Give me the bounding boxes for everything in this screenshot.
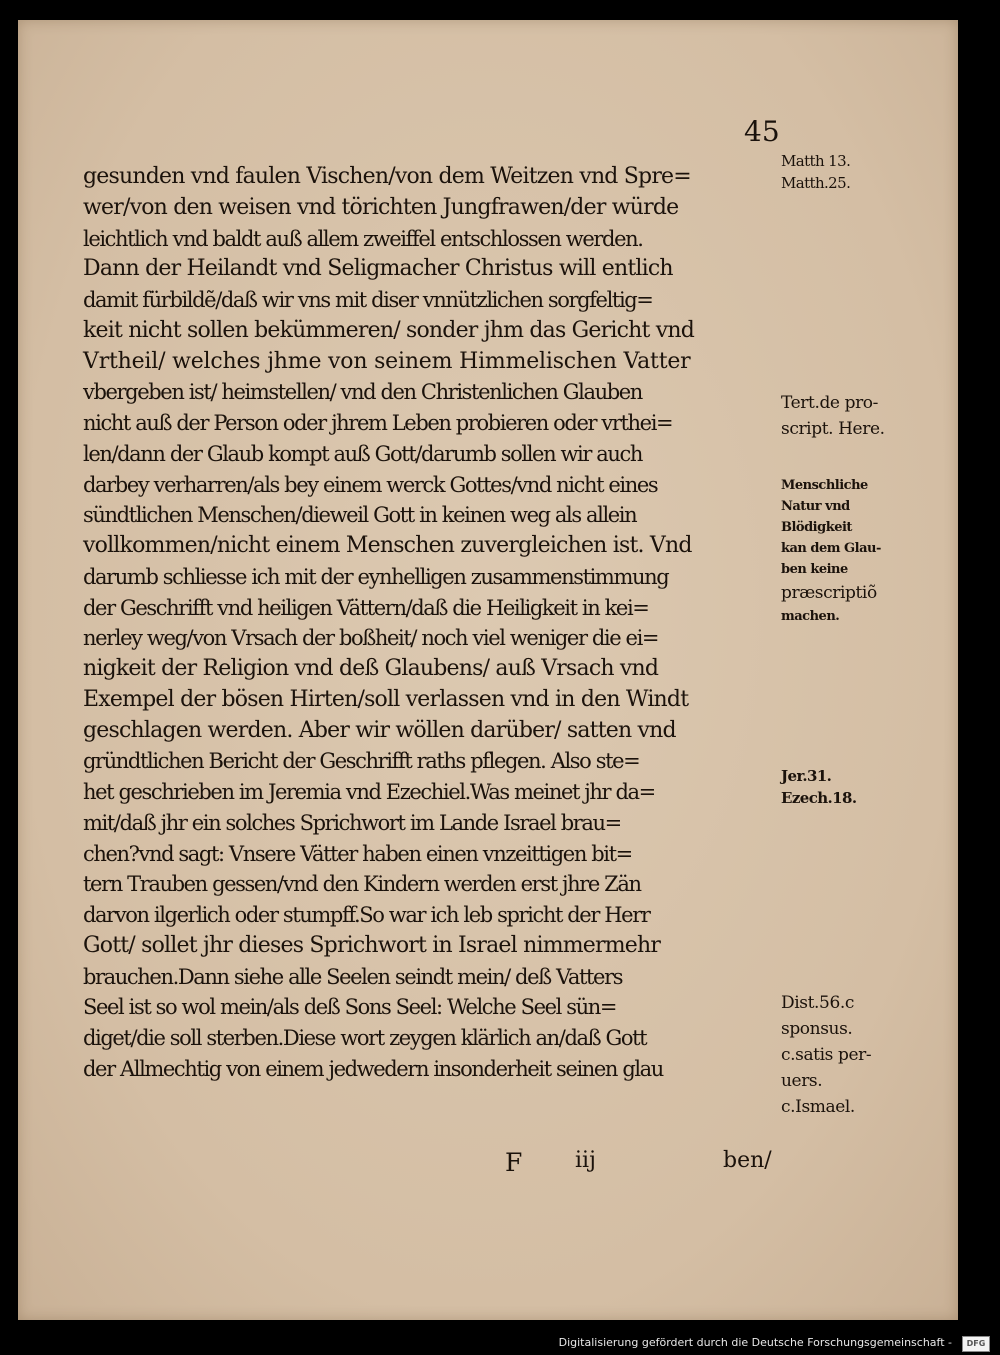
margin-line: c.satis per- bbox=[781, 1045, 872, 1065]
margin-note-jeremia bbox=[781, 765, 856, 809]
main-text-block bbox=[83, 162, 783, 1085]
margin-line: Dist.56.c bbox=[781, 993, 854, 1013]
margin-line: kan dem Glau- bbox=[781, 541, 881, 556]
catchword: ben/ bbox=[723, 1148, 772, 1173]
text-line: mit/daß jhr ein solches Sprichwort im Lande Israel brau= bbox=[83, 810, 621, 835]
text-line: tern Trauben gessen/vnd den Kindern werden erst jhre Zän bbox=[83, 872, 641, 897]
text-line: Exempel der bösen Hirten/soll verlassen vnd in den Windt bbox=[83, 686, 689, 712]
margin-line: Jer.31. bbox=[781, 767, 832, 785]
text-line: gesunden vnd faulen Vischen/von dem Weitzen vnd Spre= bbox=[83, 164, 691, 189]
margin-line: Blödigkeit bbox=[781, 520, 852, 535]
margin-line: machen. bbox=[781, 609, 840, 624]
margin-note-tertullian bbox=[781, 390, 885, 442]
margin-line: Tert.de pro- bbox=[781, 393, 878, 413]
text-line: gründtlichen Bericht der Geschrifft raths pflegen. Also ste= bbox=[83, 749, 640, 774]
text-line: vollkommen/nicht einem Menschen zuvergleichen ist. Vnd bbox=[83, 533, 692, 558]
margin-line: c.Ismael. bbox=[781, 1097, 855, 1117]
text-line: der Allmechtig von einem jedwedern insonderheit seinen glau bbox=[83, 1056, 663, 1081]
signature-number: iij bbox=[575, 1148, 596, 1173]
signature-mark: F bbox=[505, 1148, 523, 1177]
text-line: damit fürbildẽ/daß wir vns mit diser vnnützlichen sorgfeltig= bbox=[83, 288, 653, 312]
text-line: Seel ist so wol mein/als deß Sons Seel: Welche Seel sün= bbox=[83, 995, 617, 1020]
text-line: Vrtheil/ welches jhme von seinem Himmelischen Vatter bbox=[83, 348, 691, 374]
text-line: diget/die soll sterben.Diese wort zeygen klärlich an/daß Gott bbox=[83, 1026, 647, 1050]
text-line: darumb schliesse ich mit der eynhelligen zusammenstimmung bbox=[83, 564, 669, 589]
text-line: brauchen.Dann siehe alle Seelen seindt mein/ deß Vatters bbox=[83, 964, 623, 989]
text-line: chen?vnd sagt: Vnsere Vätter haben einen vnzeittigen bit= bbox=[83, 841, 632, 866]
text-line: darbey verharren/als bey einem werck Gottes/vnd nicht eines bbox=[83, 472, 658, 497]
margin-line: ben keine bbox=[781, 562, 848, 577]
margin-line: Matth 13. bbox=[781, 152, 851, 170]
text-line: darvon ilgerlich oder stumpff.So war ich leb spricht der Herr bbox=[83, 903, 650, 927]
text-line: der Geschrifft vnd heiligen Vättern/daß die Heiligkeit in kei= bbox=[83, 595, 649, 620]
text-line: nigkeit der Religion vnd deß Glaubens/ auß Vrsach vnd bbox=[83, 656, 659, 681]
margin-line: sponsus. bbox=[781, 1019, 853, 1039]
margin-line: uers. bbox=[781, 1071, 823, 1091]
text-line: vbergeben ist/ heimstellen/ vnd den Christenlichen Glauben bbox=[83, 380, 642, 405]
dfg-logo-icon: DFG bbox=[962, 1336, 990, 1352]
margin-line: Matth.25. bbox=[781, 174, 851, 192]
text-line: wer/von den weisen vnd törichten Jungfrawen/der würde bbox=[83, 194, 679, 220]
text-line: keit nicht sollen bekümmeren/ sonder jhm das Gericht vnd bbox=[83, 317, 694, 343]
margin-line: Ezech.18. bbox=[781, 789, 857, 807]
text-line: sündtlichen Menschen/dieweil Gott in keinen weg als allein bbox=[83, 503, 637, 528]
text-line: nerley weg/von Vrsach der boßheit/ noch viel weniger die ei= bbox=[83, 626, 659, 651]
digitization-credit: Digitalisierung gefördert durch die Deutsche Forschungsgemeinschaft - bbox=[558, 1336, 952, 1349]
margin-note-menschliche bbox=[781, 475, 881, 627]
margin-line: Natur vnd bbox=[781, 499, 850, 514]
page-number: 45 bbox=[744, 115, 780, 148]
text-line: het geschrieben im Jeremia vnd Ezechiel.Was meinet jhr da= bbox=[83, 780, 655, 804]
text-line: Gott/ sollet jhr dieses Sprichwort in Israel nimmermehr bbox=[83, 932, 661, 958]
margin-line: præscriptiõ bbox=[781, 583, 877, 603]
text-line: leichtlich vnd baldt auß allem zweiffel entschlossen werden. bbox=[83, 226, 643, 251]
margin-note-distinctio bbox=[781, 990, 871, 1120]
text-line: len/dann der Glaub kompt auß Gott/darumb sollen wir auch bbox=[83, 441, 643, 466]
text-line: Dann der Heilandt vnd Seligmacher Christus will entlich bbox=[83, 256, 673, 282]
text-line: nicht auß der Person oder jhrem Leben probieren oder vrthei= bbox=[83, 411, 673, 435]
margin-note-matth bbox=[781, 150, 850, 194]
book-page bbox=[18, 20, 958, 1320]
margin-line: script. Here. bbox=[781, 419, 885, 439]
text-line: geschlagen werden. Aber wir wöllen darüber/ satten vnd bbox=[83, 717, 676, 743]
margin-line: Menschliche bbox=[781, 478, 868, 493]
